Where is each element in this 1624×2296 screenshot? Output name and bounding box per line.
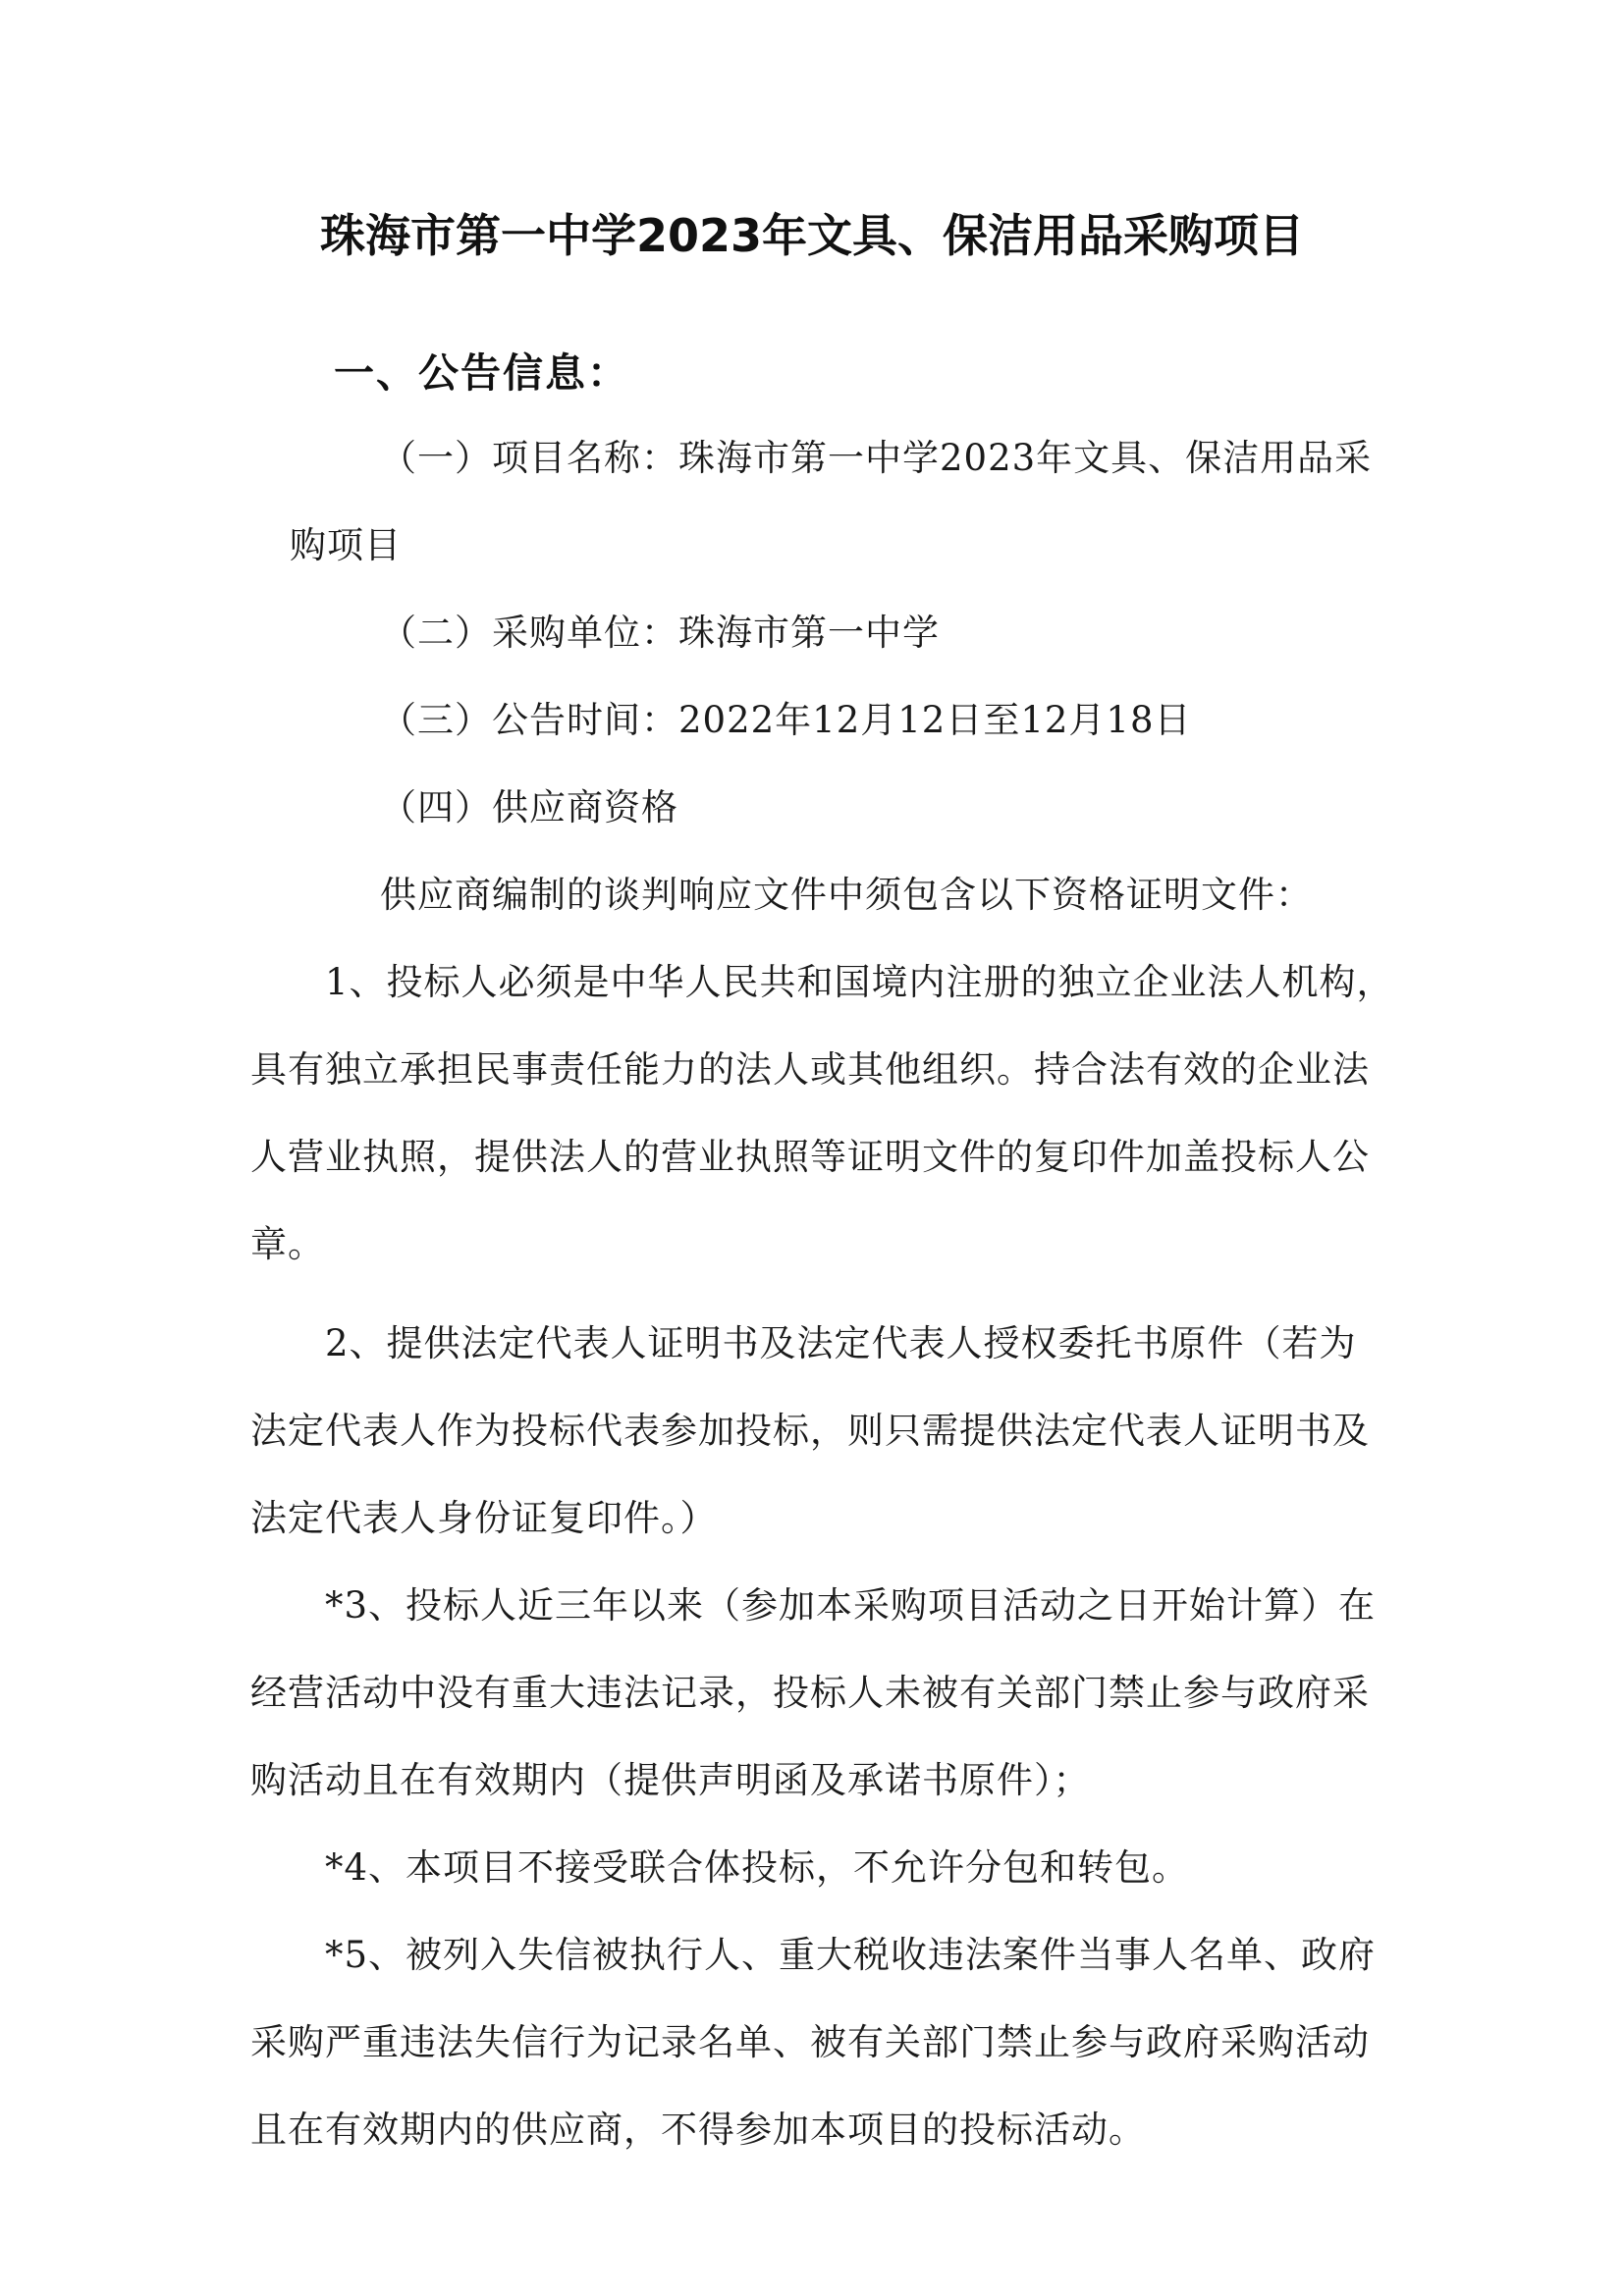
requirement-2-line-3: 法定代表人身份证复印件。）: [250, 1497, 718, 1539]
requirement-4: *4、本项目不接受联合体投标，不允许分包和转包。: [325, 1846, 1190, 1889]
requirement-1-line-1: 1、投标人必须是中华人民共和国境内注册的独立企业法人机构，: [325, 961, 1394, 1003]
requirement-3-line-3: 购活动且在有效期内（提供声明函及承诺书原件）；: [250, 1759, 1091, 1801]
requirement-1-line-3: 人营业执照，提供法人的营业执照等证明文件的复印件加盖投标人公: [250, 1136, 1370, 1178]
item-announcement-time: （三）公告时间：2022年12月12日至12月18日: [380, 699, 1192, 741]
item-purchaser: （二）采购单位：珠海市第一中学: [380, 612, 940, 654]
item-supplier-qualification: （四）供应商资格: [380, 786, 678, 828]
requirement-3-line-1: *3、投标人近三年以来（参加本采购项目活动之日开始计算）在: [325, 1584, 1377, 1627]
requirement-1-line-2: 具有独立承担民事责任能力的法人或其他组织。持合法有效的企业法: [250, 1048, 1370, 1091]
qualification-intro: 供应商编制的谈判响应文件中须包含以下资格证明文件：: [380, 874, 1313, 916]
document-title: 珠海市第一中学2023年文具、保洁用品采购项目: [319, 209, 1305, 262]
section-heading-announcement: 一、公告信息：: [334, 349, 629, 397]
item-project-name-cont: 购项目: [290, 524, 402, 566]
requirement-5-line-3: 且在有效期内的供应商，不得参加本项目的投标活动。: [250, 2109, 1146, 2151]
item-project-name: （一）项目名称：珠海市第一中学2023年文具、保洁用品采: [380, 437, 1373, 479]
requirement-1-line-4: 章。: [250, 1223, 325, 1265]
requirement-3-line-2: 经营活动中没有重大违法记录，投标人未被有关部门禁止参与政府采: [250, 1672, 1370, 1714]
requirement-2-line-1: 2、提供法定代表人证明书及法定代表人授权委托书原件（若为: [325, 1322, 1357, 1364]
requirement-5-line-2: 采购严重违法失信行为记录名单、被有关部门禁止参与政府采购活动: [250, 2021, 1370, 2063]
announcement-body: [250, 414, 1394, 2173]
requirement-2-line-2: 法定代表人作为投标代表参加投标，则只需提供法定代表人证明书及: [250, 1410, 1370, 1452]
requirement-5-line-1: *5、被列入失信被执行人、重大税收违法案件当事人名单、政府: [325, 1934, 1377, 1976]
